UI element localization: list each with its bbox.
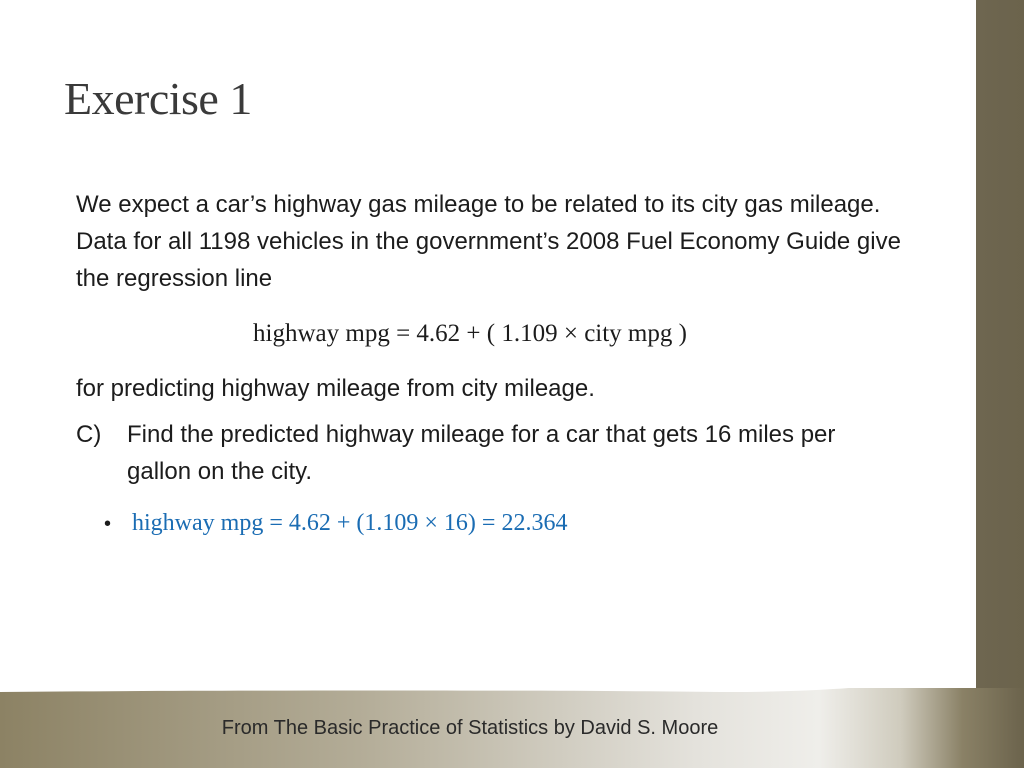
slide-title: Exercise 1 <box>64 73 252 124</box>
bullet-icon: • <box>104 513 112 535</box>
side-band <box>976 0 1024 768</box>
answer-equation: highway mpg = 4.62 + (1.109 × 16) = 22.364 <box>132 510 568 536</box>
intro-paragraph: We expect a car’s highway gas mileage to be related to its city gas mileage. Data for all 1198 vehicles in the government’s 2008 Fuel Economy Guide give the regression line <box>76 191 901 292</box>
prediction-purpose-text: for predicting highway mileage from city mileage. <box>76 375 595 402</box>
answer-bullet <box>104 505 567 542</box>
footer-source: From The Basic Practice of Statistics by David S. Moore <box>221 717 719 739</box>
list-item-marker: C) <box>76 421 102 448</box>
regression-equation: highway mpg = 4.62 + ( 1.109 × city mpg ) <box>253 320 687 347</box>
list-item-c <box>76 416 906 490</box>
list-item-text: Find the predicted highway mileage for a car that gets 16 miles per gallon on the city. <box>127 421 836 485</box>
